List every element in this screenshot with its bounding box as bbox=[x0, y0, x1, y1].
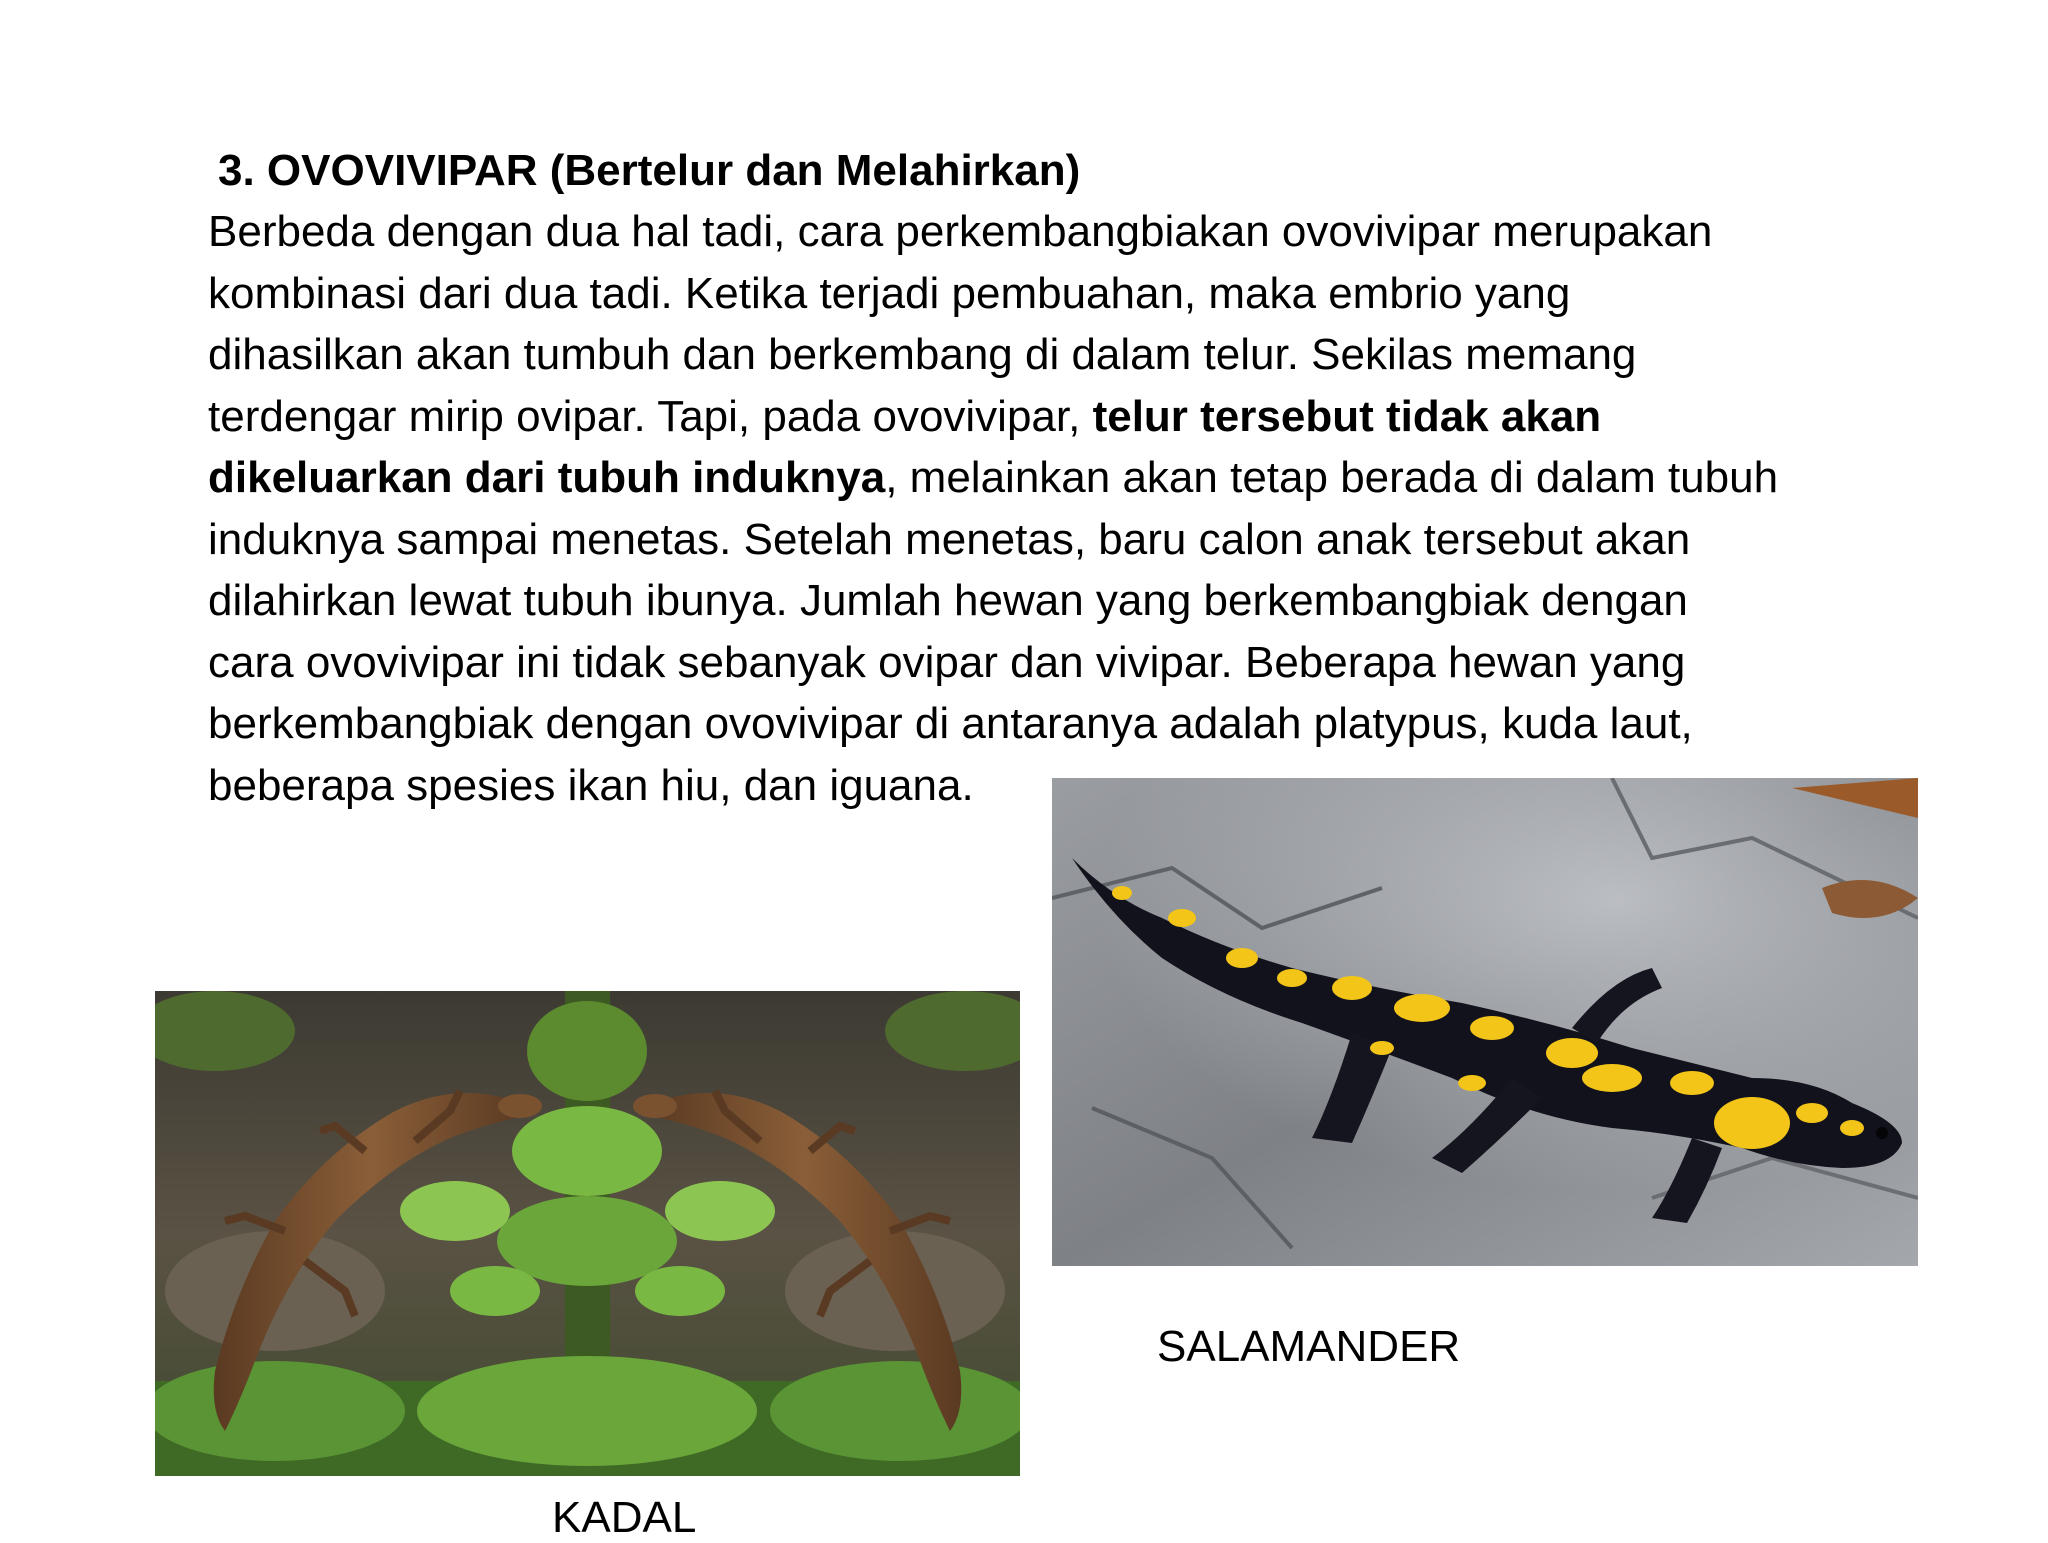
kadal-caption: KADAL bbox=[552, 1493, 697, 1542]
paragraph-line: berkembangbiak dengan ovovivipar di antaranya adalah platypus, kuda laut, bbox=[208, 699, 1693, 748]
paragraph-line: cara ovovivipar ini tidak sebanyak ovipar dan vivipar. Beberapa hewan yang bbox=[208, 637, 1686, 687]
paragraph-line: dilahirkan lewat tubuh ibunya. Jumlah hewan yang berkembangbiak dengan bbox=[208, 576, 1688, 625]
salamander-photo bbox=[1052, 778, 1918, 1266]
paragraph-line bbox=[208, 386, 1908, 448]
body-paragraph bbox=[208, 201, 1908, 816]
paragraph-text: terdengar mirip ovipar. Tapi, pada ovovivipar, bbox=[208, 391, 1093, 441]
paragraph-text: , melainkan akan tetap berada di dalam tubuh bbox=[885, 453, 1779, 502]
kadal-illustration bbox=[155, 991, 1020, 1476]
kadal-photo bbox=[155, 991, 1020, 1476]
paragraph-line: induknya sampai menetas. Setelah menetas, baru calon anak tersebut akan bbox=[208, 514, 1691, 564]
salamander-illustration bbox=[1052, 778, 1918, 1266]
paragraph-emphasis: telur tersebut tidak akan bbox=[1092, 391, 1602, 441]
paragraph-line: dihasilkan akan tumbuh dan berkembang di dalam telur. Sekilas memang bbox=[208, 330, 1637, 379]
salamander-caption: SALAMANDER bbox=[1157, 1322, 1461, 1371]
paragraph-line: kombinasi dari dua tadi. Ketika terjadi pembuahan, maka embrio yang bbox=[208, 268, 1571, 318]
paragraph-line bbox=[208, 447, 1908, 509]
paragraph-emphasis: dikeluarkan dari tubuh induknya bbox=[208, 453, 886, 502]
paragraph-line: beberapa spesies ikan hiu, dan iguana. bbox=[208, 760, 974, 810]
paragraph-line: Berbeda dengan dua hal tadi, cara perkembangbiakan ovovivipar merupakan bbox=[208, 207, 1713, 256]
slide-heading: 3. OVOVIVIPAR (Bertelur dan Melahirkan) bbox=[218, 146, 1081, 195]
